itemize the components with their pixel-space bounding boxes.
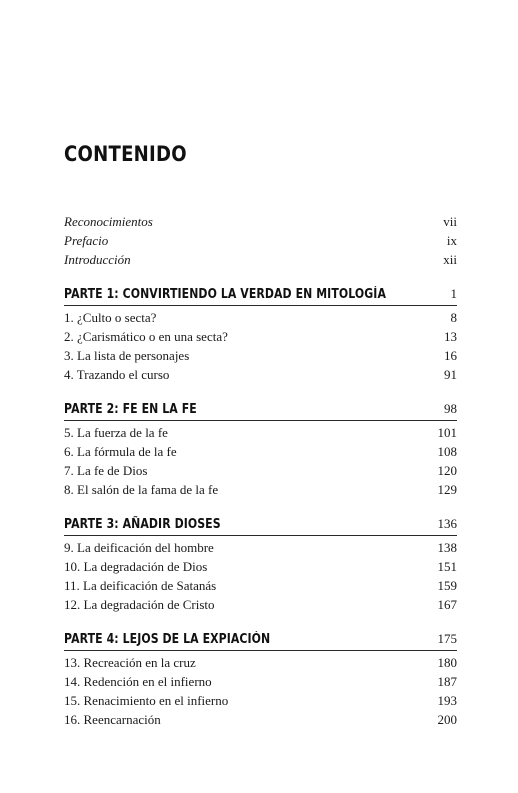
part-title: PARTE 2: FE EN LA FE (64, 402, 197, 417)
chapter-page: 159 (437, 578, 457, 593)
toc-entry-label: Reconocimientos (64, 214, 153, 229)
toc-entry (64, 576, 457, 595)
book-page (64, 0, 457, 793)
toc-entry (64, 595, 457, 614)
chapter-label: 9. La deificación del hombre (64, 540, 214, 555)
chapter-label: 13. Recreación en la cruz (64, 655, 196, 670)
chapter-label: 16. Reencarnación (64, 712, 161, 727)
chapter-page: 180 (437, 655, 457, 670)
chapter-label: 15. Renacimiento en el infierno (64, 693, 229, 708)
toc-entry (64, 365, 457, 384)
part-heading (64, 513, 457, 535)
chapter-page: 16 (444, 348, 457, 363)
chapter-label: 3. La lista de personajes (64, 348, 190, 363)
chapter-page: 13 (444, 329, 457, 344)
front-matter (64, 212, 457, 269)
part-heading (64, 628, 457, 650)
part-title: PARTE 4: LEJOS DE LA EXPIACIÓN (64, 632, 271, 647)
chapter-label: 8. El salón de la fama de la fe (64, 482, 219, 497)
chapter-page: 91 (444, 367, 457, 382)
chapter-label: 10. La degradación de Dios (64, 559, 208, 574)
chapter-label: 12. La degradación de Cristo (64, 597, 215, 612)
chapter-page: 120 (437, 463, 457, 478)
toc-entry (64, 538, 457, 557)
toc-entry-page: vii (443, 214, 457, 229)
part-section (64, 513, 457, 614)
toc-entry (64, 672, 457, 691)
part-section (64, 283, 457, 384)
part-page: 98 (444, 401, 457, 416)
part-page: 136 (437, 516, 457, 531)
part-heading (64, 398, 457, 420)
part-page: 1 (450, 286, 457, 301)
toc-entry (64, 691, 457, 710)
chapter-page: 187 (437, 674, 457, 689)
part-title: PARTE 3: AÑADIR DIOSES (64, 517, 221, 532)
toc-entry (64, 480, 457, 499)
toc-entry (64, 442, 457, 461)
chapter-label: 5. La fuerza de la fe (64, 425, 168, 440)
toc-entry-page: xii (443, 252, 457, 267)
chapter-page: 167 (437, 597, 457, 612)
chapter-page: 138 (437, 540, 457, 555)
toc-entry-label: Prefacio (64, 233, 109, 248)
chapter-page: 108 (437, 444, 457, 459)
toc-entry (64, 423, 457, 442)
part-page: 175 (437, 631, 457, 646)
toc-entry (64, 212, 457, 231)
toc-entry-label: Introducción (64, 252, 131, 267)
toc-entry (64, 710, 457, 729)
chapter-page: 8 (450, 310, 457, 325)
toc-entry (64, 557, 457, 576)
table-of-contents (64, 212, 457, 729)
part-section (64, 628, 457, 729)
toc-entry (64, 250, 457, 269)
toc-entry (64, 346, 457, 365)
part-section (64, 398, 457, 499)
part-title: PARTE 1: CONVIRTIENDO LA VERDAD EN MITOLOGÍA (64, 287, 386, 302)
chapter-label: 2. ¿Carismático o en una secta? (64, 329, 228, 344)
chapter-label: 14. Redención en el infierno (64, 674, 212, 689)
chapter-page: 200 (437, 712, 457, 727)
toc-entry (64, 653, 457, 672)
page-title: CONTENIDO (64, 142, 187, 166)
chapter-page: 101 (437, 425, 457, 440)
chapter-label: 11. La deificación de Satanás (64, 578, 217, 593)
chapter-label: 7. La fe de Dios (64, 463, 148, 478)
toc-entry-page: ix (446, 233, 457, 248)
chapter-page: 129 (437, 482, 457, 497)
chapter-label: 6. La fórmula de la fe (64, 444, 177, 459)
chapter-page: 151 (437, 559, 457, 574)
chapter-page: 193 (437, 693, 457, 708)
chapter-label: 4. Trazando el curso (64, 367, 170, 382)
chapter-label: 1. ¿Culto o secta? (64, 310, 157, 325)
part-heading (64, 283, 457, 305)
toc-entry (64, 327, 457, 346)
toc-entry (64, 231, 457, 250)
toc-entry (64, 461, 457, 480)
toc-entry (64, 308, 457, 327)
